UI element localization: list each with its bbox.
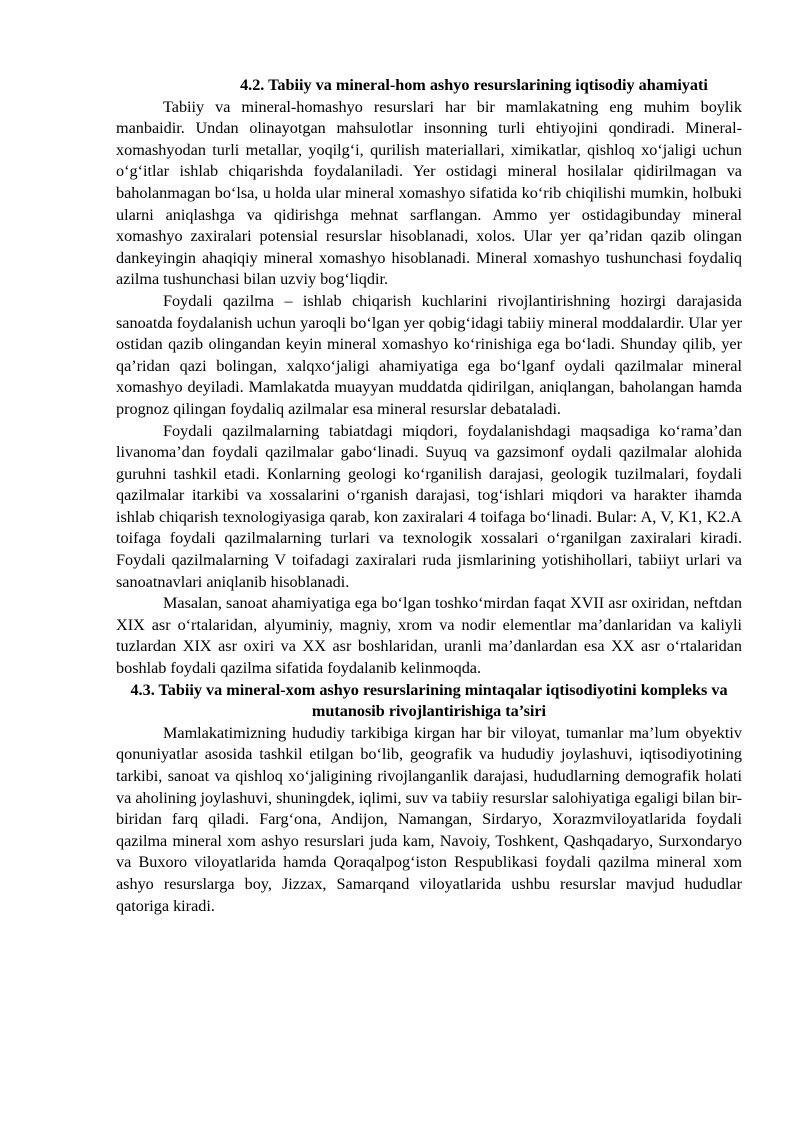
page-content [116,75,742,917]
section-4-3-heading: 4.3. Tabiiy va mineral-xom ashyo resurslarining mintaqalar iqtisodiyotini kompleks va mutanosib rivojlantirishiga ta’siri [130,680,728,721]
paragraph: Foydali qazilma – ishlab chiqarish kuchlarini rivojlantirishning hozirgi darajasida sanoatda foydalanish uchun yaroqli bo‘lgan yer qobig‘idagi tabiiy mineral moddalardir. Ular yer ostidan qazib olingandan keyin mineral xomashyo ko‘rinishiga ega bo‘ladi. Shunday qilib, yer qa’ridan qazi bolingan, xalqxo‘jaligi ahamiyatiga ega bo‘lganf oydali qazilmalar mineral xomashyo deyiladi. Mamlakatda muayyan muddatda qidirilgan, aniqlangan, baholangan hamda prognoz qilingan foydaliq azilmalar esa mineral resurslar debataladi. [116,291,742,418]
paragraph: Foydali qazilmalarning tabiatdagi miqdori, foydalanishdagi maqsadiga ko‘rama’dan livanoma’dan foydali qazilmalar gabo‘linadi. Suyuq va gazsimonf oydali qazilmalar alohida guruhni tashkil etadi. Konlarning geologi ko‘rganilish darajasi, geologik tuzilmalari, foydali qazilmalar itarkibi va xossalarini o‘rganish darajasi, tog‘ishlari miqdori va harakter ihamda ishlab chiqarish texnologiyasiga qarab, kon zaxiralari 4 toifaga bo‘linadi. Bular: A, V, K1, K2.A toifaga foydali qazilmalarning turlari va texnologik xossalari o‘rganilgan zaxiralari kiradi. Foydali qazilmalarning V toifadagi zaxiralari ruda jismlarining yotishihollari, tabiiyt urlari va sanoatnavlari aniqlanib hisoblanadi. [116,421,742,591]
paragraph: Mamlakatimizning hududiy tarkibiga kirgan har bir viloyat, tumanlar ma’lum obyektiv qonuniyatlar asosida tashkil etilgan bo‘lib, geografik va hududiy joylashuvi, iqtisodiyotining tarkibi, sanoat va qishloq xo‘jaligining rivojlanganlik darajasi, hududlarning demografik holati va aholining joylashuvi, shuningdek, iqlimi, suv va tabiiy resurslar salohiyatiga egaligi bilan bir-biridan farq qiladi. Farg‘ona, Andijon, Namangan, Sirdaryo, Xorazmviloyatlarida foydali qazilma mineral xom ashyo resurslari juda kam, Navoiy, Toshkent, Qashqadaryo, Surxondaryo va Buxoro viloyatlarida hamda Qoraqalpog‘iston Respublikasi foydali qazilma mineral xom ashyo resurslarga boy, Jizzax, Samarqand viloyatlarida ushbu resurslar mavjud hududlar qatoriga kiradi. [116,723,742,915]
paragraph: Masalan, sanoat ahamiyatiga ega bo‘lgan toshko‘mirdan faqat XVII asr oxiridan, neftdan XIX asr o‘rtalaridan, alyuminiy, magniy, xrom va nodir elementlar ma’danlaridan va kaliyli tuzlardan XIX asr oxiri va XX asr boshlaridan, uranli ma’danlardan esa XX asr o‘rtalaridan boshlab foydali qazilma sifatida foydalanib kelinmoqda. [116,594,742,678]
paragraph: Tabiiy va mineral-homashyo resurslari har bir mamlakatning eng muhim boylik manbaidir. Undan olinayotgan mahsulotlar insonning turli ehtiyojini qondiradi. Mineral-xomashyodan turli metallar, yoqilg‘i, qurilish materiallari, ximikatlar, qishloq xo‘jaligi uchun o‘g‘itlar ishlab chiqarishda foydalaniladi. Yer ostidagi mineral hosilalar qidirilmagan va baholanmagan bo‘lsa, u holda ular mineral xomashyo sifatida ko‘rib chiqilishi mumkin, holbuki ularni aniqlashga va qidirishga mehnat sarflangan. Ammo yer ostidagibunday mineral xomashyo zaxiralari potensial resurslar hisoblanadi, xolos. Ular yer qa’ridan qazib olingan dankeyingin ahaqiqiy mineral xomashyo hisoblanadi. Mineral xomashyo tushunchasi foydaliq azilma tushunchasi bilan uzviy bog‘liqdir. [116,97,742,289]
section-4-2-heading: 4.2. Tabiiy va mineral-hom ashyo resurslarining iqtisodiy ahamiyati [240,76,708,94]
